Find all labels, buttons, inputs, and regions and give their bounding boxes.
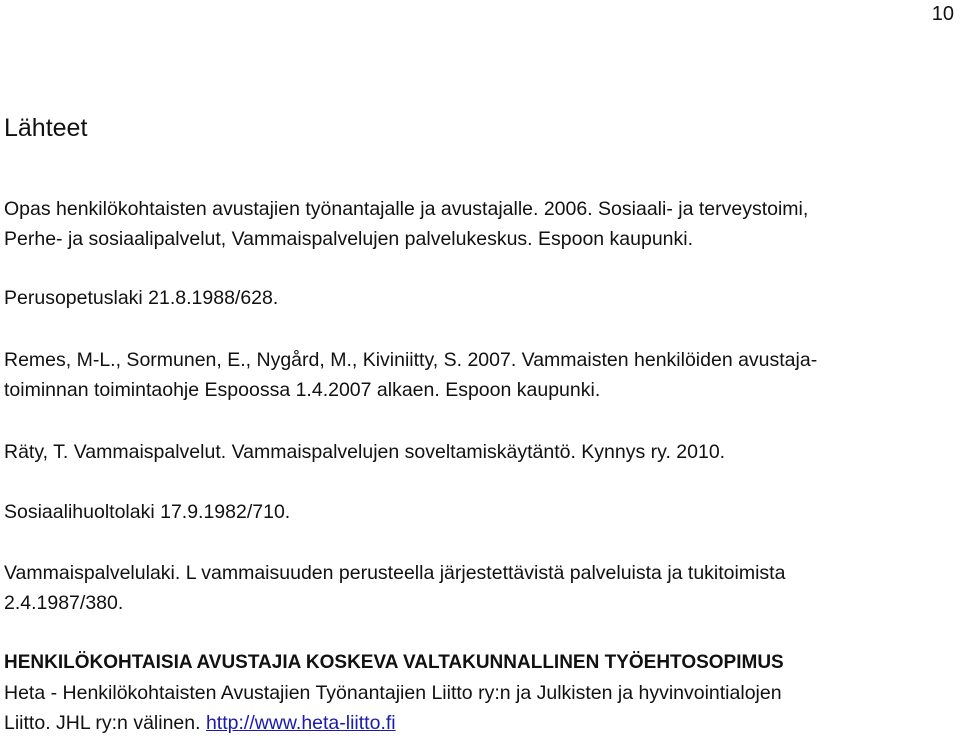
reference-sosiaalihuoltolaki	[4, 497, 958, 527]
reference-heta	[4, 648, 958, 738]
reference-line: Remes, M-L., Sormunen, E., Nygård, M., Kiviniitty, S. 2007. Vammaisten henkilöiden avustaja-	[4, 349, 818, 371]
page-title: Lähteet	[4, 114, 88, 142]
reference-opas	[4, 194, 958, 254]
reference-line-prefix: Liitto. JHL ry:n välinen.	[4, 712, 206, 734]
page-number: 10	[931, 3, 954, 25]
reference-line: toiminnan toimintaohje Espoossa 1.4.2007 alkaen. Espoon kaupunki.	[4, 379, 601, 401]
reference-line: Heta - Henkilökohtaisten Avustajien Työnantajien Liitto ry:n ja Julkisten ja hyvinvointialojen	[4, 682, 782, 704]
reference-line: 2.4.1987/380.	[4, 592, 124, 614]
reference-vammaispalvelulaki	[4, 558, 958, 618]
heta-liitto-link[interactable]: http://www.heta-liitto.fi	[205, 712, 396, 734]
reference-line: Vammaispalvelulaki. L vammaisuuden perusteella järjestettävistä palveluista ja tukitoimista	[4, 562, 786, 584]
reference-line: Räty, T. Vammaispalvelut. Vammaispalvelujen soveltamiskäytäntö. Kynnys ry. 2010.	[4, 441, 726, 463]
reference-remes	[4, 345, 958, 405]
reference-line: Sosiaalihuoltolaki 17.9.1982/710.	[4, 501, 291, 523]
reference-line: Perhe- ja sosiaalipalvelut, Vammaispalvelujen palvelukeskus. Espoon kaupunki.	[4, 228, 694, 250]
reference-raty	[4, 437, 958, 467]
reference-line	[4, 708, 958, 738]
reference-perusopetuslaki	[4, 283, 958, 313]
reference-heading: HENKILÖKOHTAISIA AVUSTAJIA KOSKEVA VALTAKUNNALLINEN TYÖEHTOSOPIMUS	[4, 652, 784, 673]
reference-line: Perusopetuslaki 21.8.1988/628.	[4, 287, 279, 309]
reference-line: Opas henkilökohtaisten avustajien työnantajalle ja avustajalle. 2006. Sosiaali- ja terveystoimi,	[4, 198, 809, 220]
